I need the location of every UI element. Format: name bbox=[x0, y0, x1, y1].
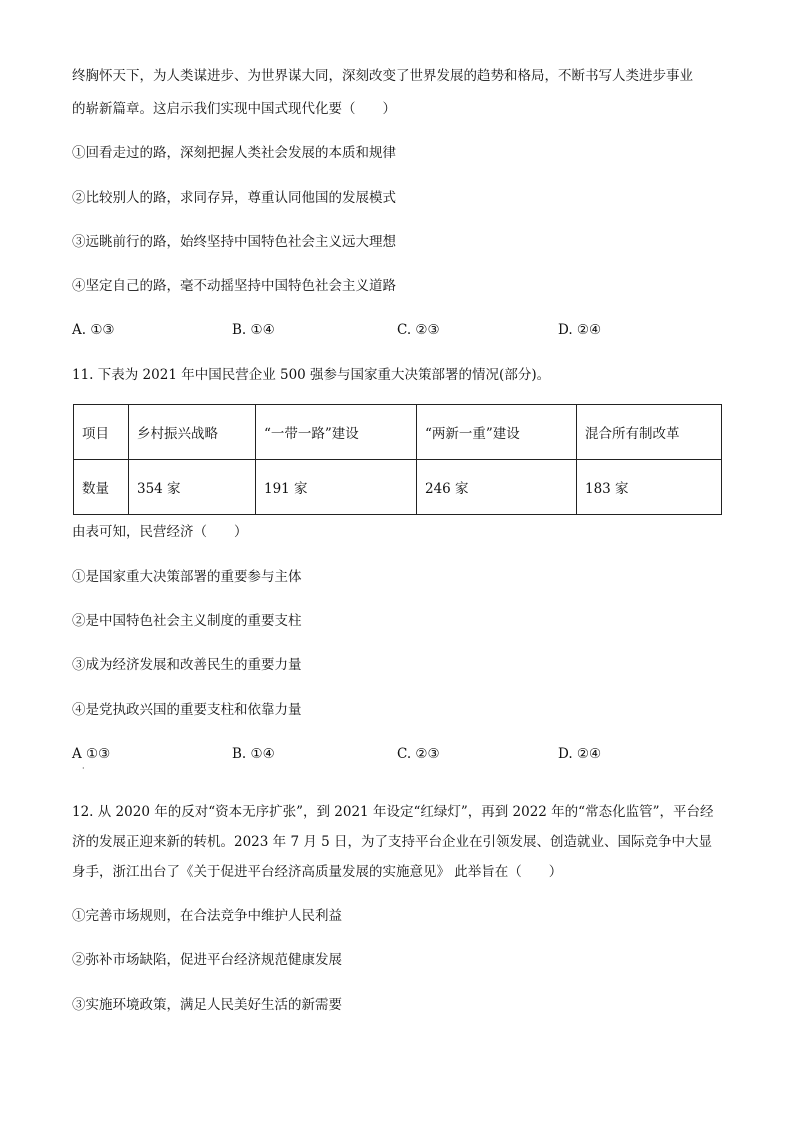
q11-option-a[interactable]: A ①③ bbox=[72, 746, 111, 762]
table-cell: “一带一路”建设 bbox=[256, 405, 417, 460]
table-cell: 乡村振兴战略 bbox=[129, 405, 256, 460]
table-cell: “两新一重”建设 bbox=[417, 405, 577, 460]
table-cell: 183 家 bbox=[577, 460, 722, 515]
q11-stem: 11. 下表为 2021 年中国民营企业 500 强参与国家重大决策部署的情况(部分)。 bbox=[72, 367, 551, 383]
q10-option-c[interactable]: C. ②③ bbox=[397, 322, 440, 338]
q10-options bbox=[72, 320, 732, 340]
q12-stem-line-2: 济的发展正迎来新的转机。2023 年 7 月 5 日，为了支持平台企业在引领发展、创造就业、国际竞争中大显 bbox=[72, 834, 712, 850]
q10-option-d[interactable]: D. ②④ bbox=[558, 322, 602, 338]
q10-statement: ①回看走过的路，深刻把握人类社会发展的本质和规律 bbox=[72, 145, 396, 161]
q11-statement: ①是国家重大决策部署的重要参与主体 bbox=[72, 569, 302, 585]
q12-stem-line-3: 身手，浙江出台了《关于促进平台经济高质量发展的实施意见》 此举旨在（ ） bbox=[72, 864, 563, 880]
table-cell: 354 家 bbox=[129, 460, 256, 515]
table-row bbox=[74, 460, 722, 515]
q10-statement: ②比较别人的路，求同存异，尊重认同他国的发展模式 bbox=[72, 190, 396, 206]
q11-option-c[interactable]: C. ②③ bbox=[397, 746, 440, 762]
q10-option-a[interactable]: A. ①③ bbox=[72, 322, 115, 338]
table-cell: 191 家 bbox=[256, 460, 417, 515]
stray-mark: · bbox=[82, 764, 85, 773]
q11-prompt: 由表可知，民营经济（ ） bbox=[72, 524, 248, 540]
q12-statement: ③实施环境政策，满足人民美好生活的新需要 bbox=[72, 997, 342, 1013]
table-header-row bbox=[74, 405, 722, 460]
q10-stem-line-1: 终胸怀天下，为人类谋进步、为世界谋大同，深刻改变了世界发展的趋势和格局，不断书写人类进步事业 bbox=[72, 68, 693, 84]
q11-data-table bbox=[73, 404, 722, 515]
q11-statement: ②是中国特色社会主义制度的重要支柱 bbox=[72, 613, 302, 629]
q12-statement: ②弥补市场缺陷，促进平台经济规范健康发展 bbox=[72, 952, 342, 968]
table-cell: 混合所有制改革 bbox=[577, 405, 722, 460]
q11-statement: ③成为经济发展和改善民生的重要力量 bbox=[72, 657, 302, 673]
q11-options bbox=[72, 744, 732, 764]
table-cell: 246 家 bbox=[417, 460, 577, 515]
q11-statement: ④是党执政兴国的重要支柱和依靠力量 bbox=[72, 702, 302, 718]
q10-stem-line-2: 的崭新篇章。这启示我们实现中国式现代化要（ ） bbox=[72, 101, 396, 117]
table-cell: 数量 bbox=[74, 460, 129, 515]
q10-statement: ③远眺前行的路，始终坚持中国特色社会主义远大理想 bbox=[72, 234, 396, 250]
q12-statement: ①完善市场规则，在合法竞争中维护人民利益 bbox=[72, 908, 342, 924]
table-cell: 项目 bbox=[74, 405, 129, 460]
q11-option-b[interactable]: B. ①④ bbox=[232, 746, 275, 762]
q11-option-d[interactable]: D. ②④ bbox=[558, 746, 602, 762]
q10-option-b[interactable]: B. ①④ bbox=[232, 322, 275, 338]
q12-stem-line-1: 12. 从 2020 年的反对“资本无序扩张”，到 2021 年设定“红绿灯”，再到 2022 年的“常态化监管”，平台经 bbox=[72, 804, 714, 820]
q10-statement: ④坚定自己的路，毫不动摇坚持中国特色社会主义道路 bbox=[72, 278, 396, 294]
